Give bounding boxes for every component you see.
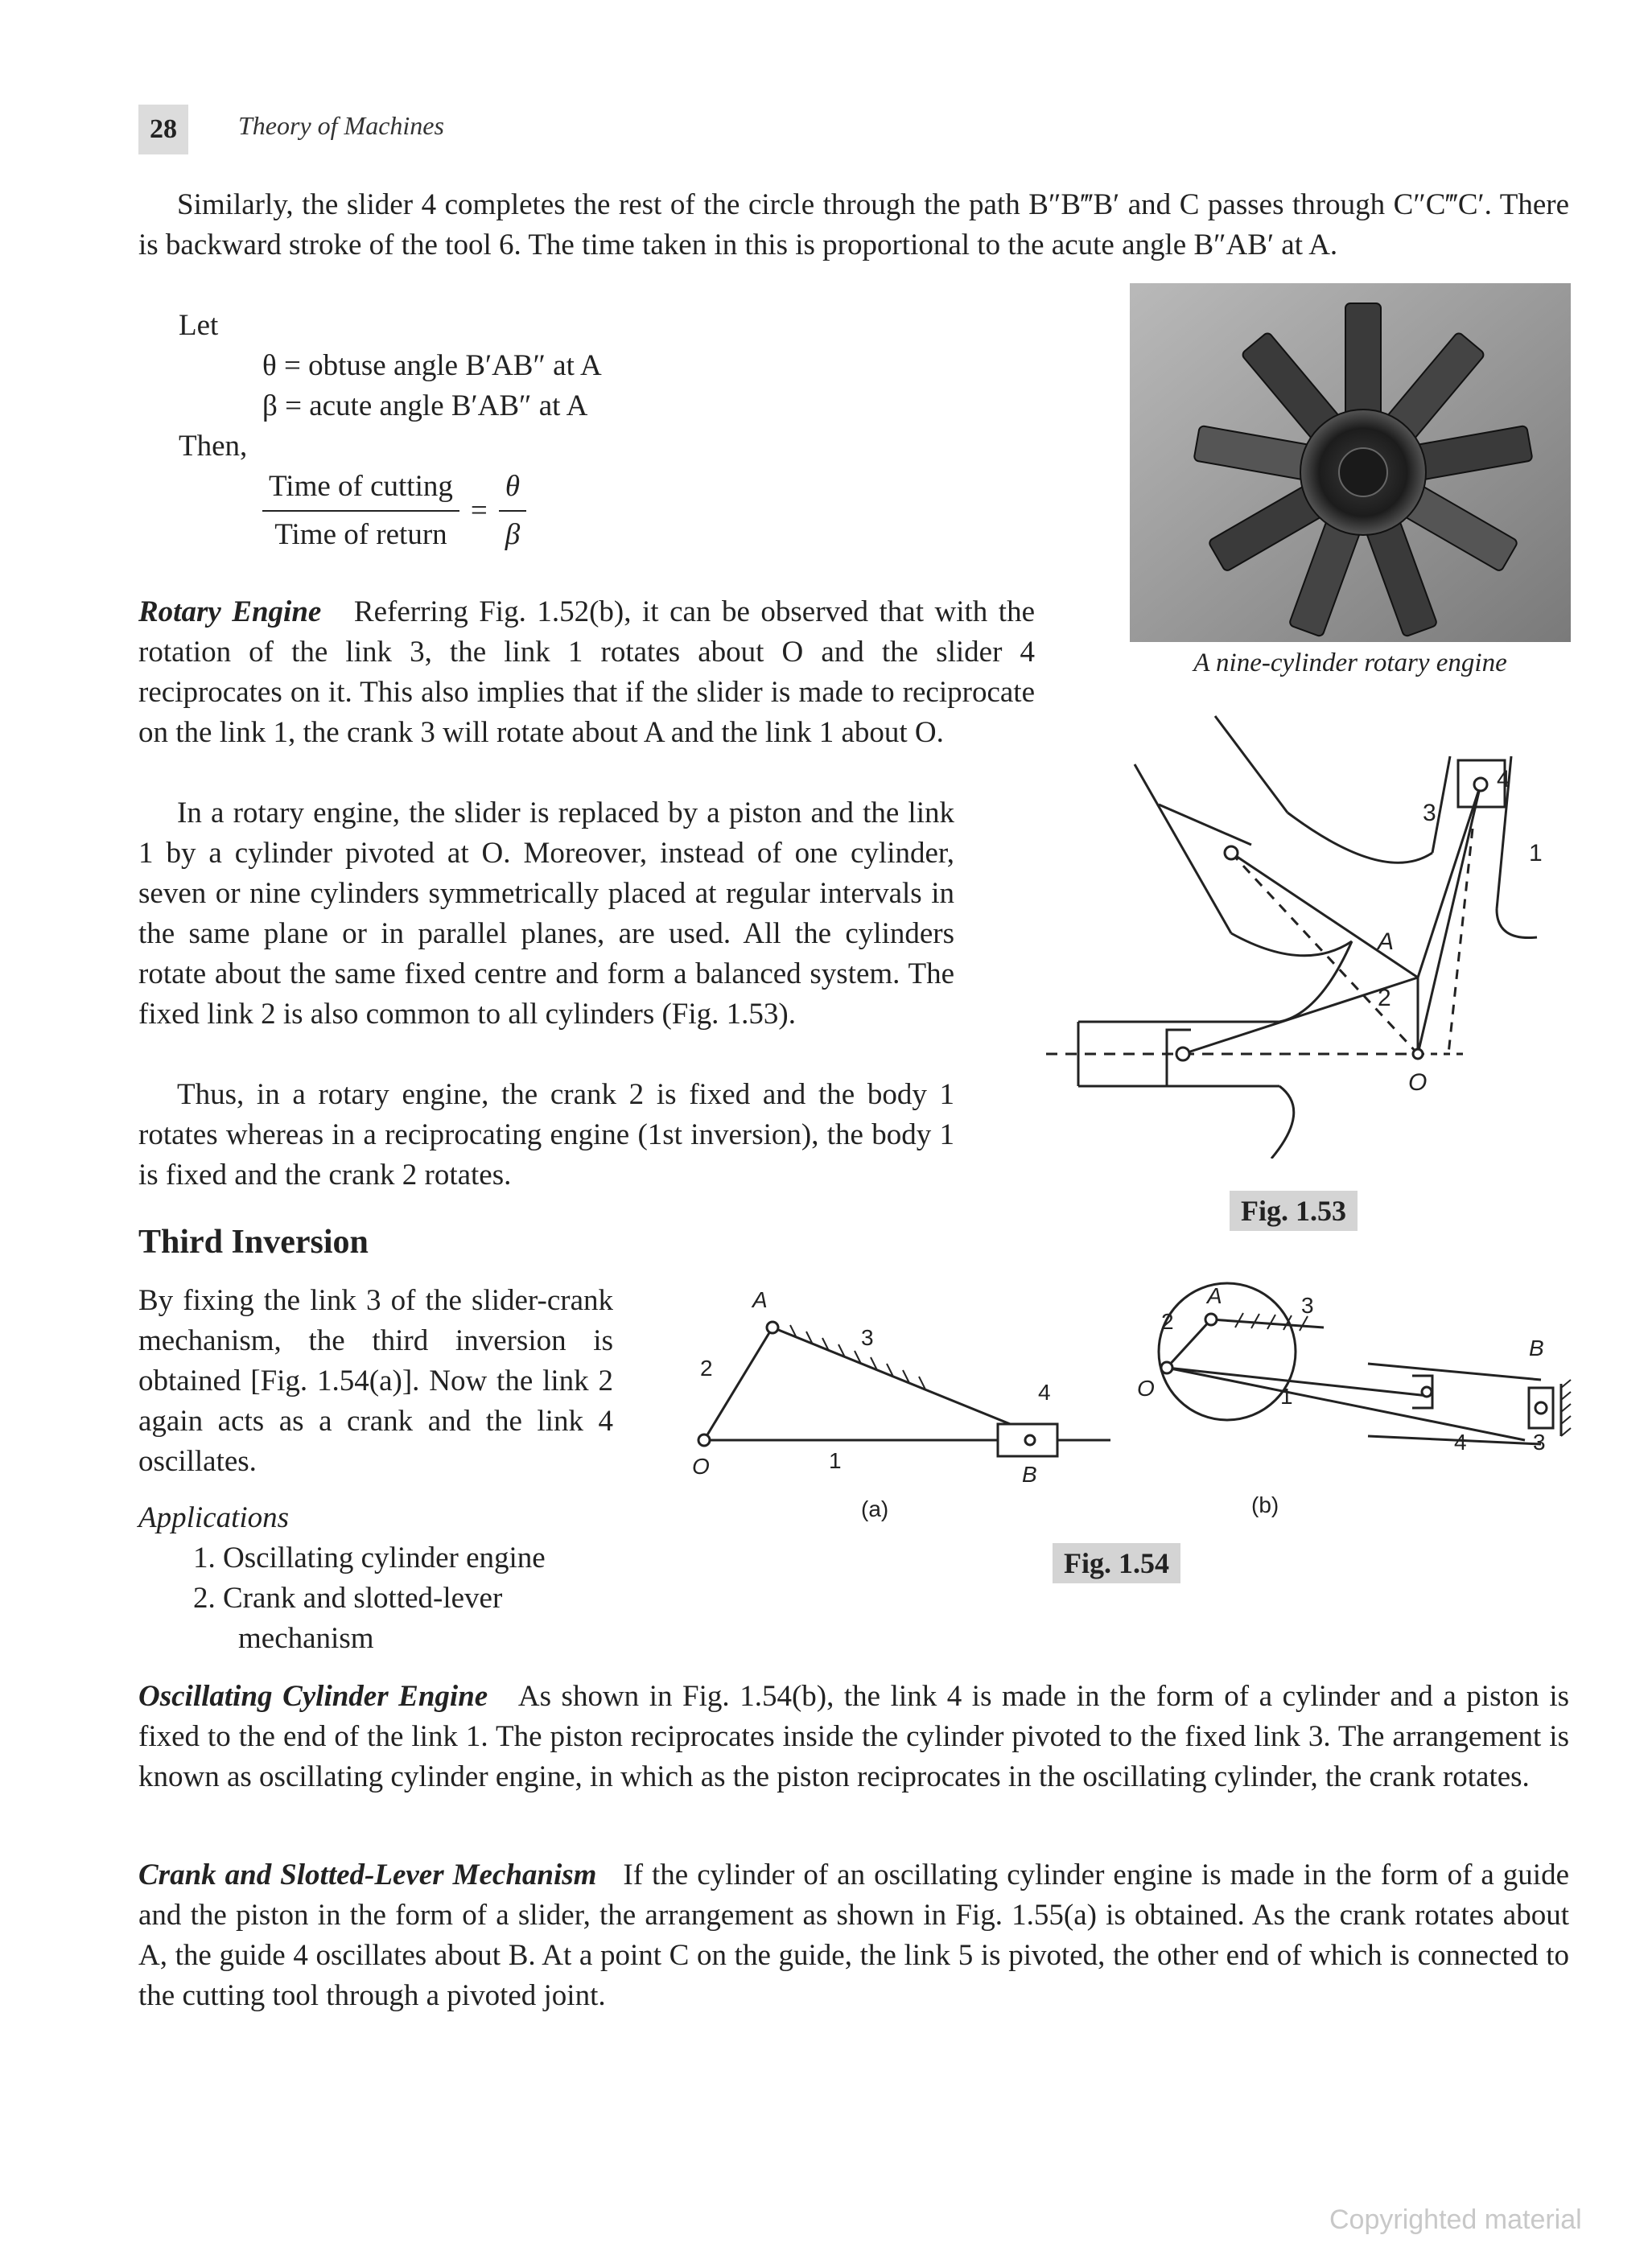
label-B: B <box>1529 1336 1544 1360</box>
piston-rod <box>1159 805 1251 845</box>
label-1: 1 <box>1280 1384 1293 1409</box>
label-4: 4 <box>1497 766 1510 792</box>
oscillating-title: Oscillating Cylinder Engine <box>138 1680 488 1713</box>
fig-1-53-diagram <box>1046 708 1561 1159</box>
running-head: Theory of Machines <box>238 111 444 140</box>
pivot-A <box>767 1322 778 1333</box>
pivot-O <box>1161 1362 1172 1373</box>
fig-1-53-label: Fig. 1.53 <box>1230 1191 1358 1231</box>
label-2: 2 <box>1378 985 1391 1011</box>
ratio-equation <box>262 467 526 555</box>
rotary-engine-text: Referring Fig. 1.52(b), it can be observed that with the rotation of the link 3, the link 1 rotates about O and the slider 4 reciprocates on it. This also implies that if the slider is made to reciprocate on the link 1, the crank 3 will rotate about A and the link 1 about O. <box>138 595 1035 749</box>
fig-1-54-label: Fig. 1.54 <box>1053 1543 1180 1583</box>
crank-2 <box>704 1327 772 1440</box>
subfig-b: (b) <box>1251 1492 1279 1517</box>
pivot-O <box>698 1434 710 1446</box>
pivot-joint <box>1176 1048 1189 1060</box>
cylinder-body-curve <box>1231 933 1352 956</box>
rotary-engine-photo <box>1130 283 1571 642</box>
label-3b: 3 <box>1533 1430 1546 1455</box>
copyright-watermark: Copyrighted material <box>1329 2204 1582 2235</box>
rotary-engine-title: Rotary Engine <box>138 595 322 628</box>
label-4: 4 <box>1454 1430 1467 1455</box>
label-4: 4 <box>1038 1380 1051 1405</box>
pivot-joint <box>1474 778 1487 791</box>
label-O: O <box>692 1454 710 1479</box>
rotary-engine-illustration <box>1130 283 1571 642</box>
third-inversion-paragraph: By fixing the link 3 of the slider-crank mechanism, the third inversion is obtained [Fig. 1.54(a)]. Now the link 2 again acts as a crank and the link 4 oscillates. <box>138 1284 613 1478</box>
link-1-lower <box>1167 1368 1525 1440</box>
label-3: 3 <box>1301 1293 1314 1318</box>
applications-title: Applications <box>138 1501 290 1534</box>
cylinder-body-curve <box>1288 813 1432 862</box>
label-A: A <box>1378 928 1395 955</box>
link-3 <box>1211 1319 1324 1327</box>
angle-fraction <box>499 467 526 555</box>
time-fraction <box>262 467 459 555</box>
crank-circle <box>1159 1283 1296 1420</box>
rotary-paragraph-3: Thus, in a rotary engine, the crank 2 is fixed and the body 1 rotates whereas in a reciprocating engine (1st inversion), the body 1 is fixed and the crank 2 rotates. <box>138 1078 954 1192</box>
fraction-denominator: Time of return <box>274 518 447 551</box>
pivot-O <box>1413 1049 1423 1059</box>
third-inversion-heading: Third Inversion <box>138 1224 369 1261</box>
link-rod <box>1231 853 1418 978</box>
pivot-joint <box>1225 846 1238 859</box>
fraction-numerator: Time of cutting <box>262 467 459 512</box>
cylinder-body-curve <box>1271 1086 1294 1159</box>
application-1: 1. Oscillating cylinder engine <box>193 1541 546 1574</box>
link-1 <box>1167 1368 1428 1396</box>
pivot-B <box>1025 1435 1035 1445</box>
label-2: 2 <box>700 1356 713 1381</box>
rotary-paragraph-2: In a rotary engine, the slider is replaced by a piston and the link 1 by a cylinder pivoted at O. Moreover, instead of one cylinder, seven or nine cylinders symmetrically placed at regular intervals in the same plane or in parallel planes, are used. All the cylinders rotate about the same fixed centre and form a balanced system. The fixed link 2 is also common to all cylinders (Fig. 1.53). <box>138 796 954 1031</box>
crank-slotted-paragraph <box>138 1855 1569 2016</box>
label-B: B <box>1022 1462 1037 1487</box>
oscillating-text: As shown in Fig. 1.54(b), the link 4 is made in the form of a cylinder and a piston is fixed to the end of the link 1. The piston reciprocates inside the cylinder pivoted to the fixed link 3. The arrangement is known as oscillating cylinder engine, in which as the piston reciprocates in the oscillating cylinder, the crank rotates. <box>138 1680 1569 1793</box>
intro-paragraph: Similarly, the slider 4 completes the rest of the circle through the path B″B‴B′ and C passes through C″C‴C′. There is backward stroke of the tool 6. The time taken in this is proportional to the acute angle B″AB′ at A. <box>138 188 1569 261</box>
application-2: 2. Crank and slotted-lever <box>193 1582 503 1615</box>
label-3: 3 <box>1423 800 1436 826</box>
cylinder-4-wall <box>1368 1364 1541 1380</box>
then-label: Then, <box>179 430 248 463</box>
oscillating-paragraph <box>138 1677 1569 1797</box>
theta-definition: θ = obtuse angle B′AB″ at A <box>262 349 602 382</box>
label-2: 2 <box>1161 1309 1174 1334</box>
cylinder-wall <box>1215 716 1288 813</box>
label-1: 1 <box>1529 840 1543 866</box>
cylinder-wall <box>1135 764 1231 933</box>
piston-pin <box>1422 1387 1432 1397</box>
pivot-A <box>1205 1314 1217 1325</box>
subfig-a: (a) <box>861 1496 889 1521</box>
theta-symbol: θ <box>499 467 526 512</box>
pivot-B <box>1535 1402 1547 1414</box>
label-A: A <box>1207 1283 1222 1308</box>
dashed-axis <box>1448 829 1473 1054</box>
link-3 <box>772 1327 1030 1432</box>
crank-slotted-title: Crank and Slotted-Lever Mechanism <box>138 1858 597 1891</box>
label-O: O <box>1137 1376 1155 1401</box>
fig-1-54a-diagram <box>668 1271 1119 1529</box>
let-label: Let <box>179 309 219 342</box>
crank-slotted-text: If the cylinder of an oscillating cylinder engine is made in the form of a guide and the piston in the form of a slider, the arrangement as shown in Fig. 1.55(a) is obtained. As the crank rotates about A, the guide 4 oscillates about B. At a point C on the guide, the link 5 is pivoted, the other end of which is connected to the cutting tool through a pivoted joint. <box>138 1858 1569 2012</box>
fig-1-54b-diagram <box>1123 1263 1573 1529</box>
label-3: 3 <box>861 1325 874 1350</box>
ground-hatching <box>1561 1380 1571 1436</box>
label-O: O <box>1408 1069 1428 1096</box>
beta-definition: β = acute angle B′AB″ at A <box>262 389 588 422</box>
page-number: 28 <box>138 105 188 154</box>
equals-sign: = <box>470 494 488 527</box>
cylinder-1-curve <box>1497 909 1537 938</box>
label-1: 1 <box>829 1448 842 1473</box>
beta-symbol: β <box>505 518 521 551</box>
photo-caption: A nine-cylinder rotary engine <box>1193 648 1507 677</box>
label-A: A <box>752 1287 768 1312</box>
rotary-engine-paragraph <box>138 592 1035 753</box>
application-2-cont: mechanism <box>238 1622 374 1655</box>
fixed-hatching <box>790 1325 925 1389</box>
